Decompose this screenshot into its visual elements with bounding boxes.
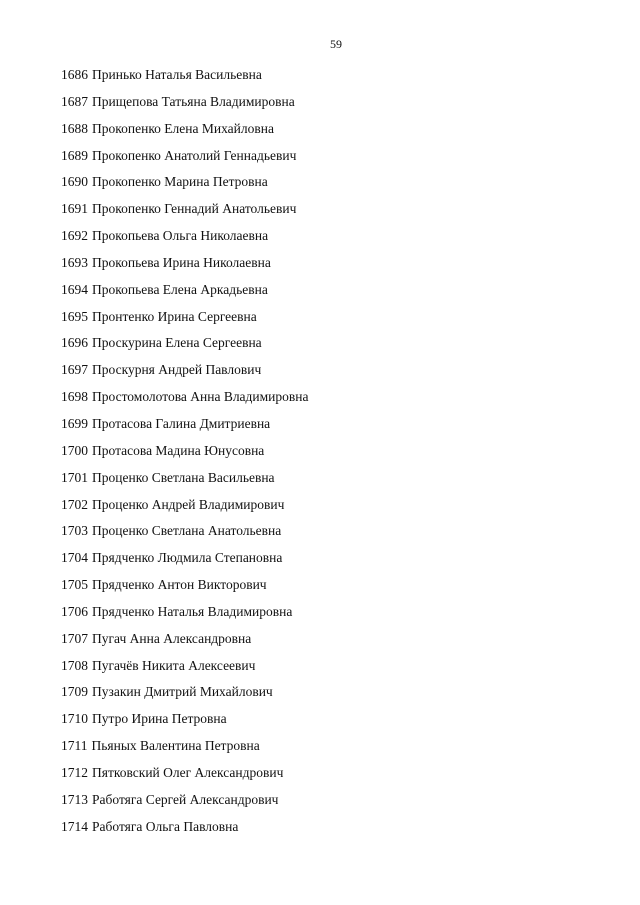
list-item	[61, 361, 309, 388]
list-item	[61, 254, 309, 281]
entry-number: 1699	[61, 415, 88, 431]
entry-name: Пузакин Дмитрий Михайлович	[92, 684, 273, 700]
entry-number: 1687	[61, 93, 88, 109]
list-item	[61, 469, 309, 496]
list-item	[61, 334, 309, 361]
list-item	[61, 442, 309, 469]
entry-number: 1691	[61, 201, 88, 217]
entry-number: 1707	[61, 630, 88, 646]
entry-number: 1710	[61, 711, 88, 727]
entry-name: Прокопенко Геннадий Анатольевич	[92, 201, 297, 217]
entry-name: Пьяных Валентина Петровна	[91, 738, 260, 754]
list-item	[61, 522, 309, 549]
entry-name: Прядченко Наталья Владимировна	[92, 603, 293, 619]
list-item	[61, 388, 309, 415]
entry-number: 1704	[61, 550, 88, 566]
entry-number: 1705	[61, 577, 88, 593]
list-item	[61, 764, 309, 791]
entry-name: Прокопенко Марина Петровна	[92, 174, 268, 190]
entry-number: 1698	[61, 389, 88, 405]
entry-number: 1688	[61, 120, 88, 136]
entry-name: Прокопьева Ольга Николаевна	[92, 228, 269, 244]
list-item	[61, 147, 309, 174]
entry-number: 1692	[61, 228, 88, 244]
entry-name: Проценко Андрей Владимирович	[92, 496, 285, 512]
entry-name: Путро Ирина Петровна	[92, 711, 227, 727]
list-item	[61, 281, 309, 308]
name-list	[61, 66, 309, 844]
entry-name: Пятковский Олег Александрович	[92, 764, 284, 780]
entry-name: Пронтенко Ирина Сергеевна	[92, 308, 257, 324]
entry-number: 1708	[61, 657, 88, 673]
entry-name: Пугач Анна Александровна	[92, 630, 252, 646]
list-item	[61, 227, 309, 254]
entry-number: 1709	[61, 684, 88, 700]
entry-name: Прядченко Антон Викторович	[92, 577, 267, 593]
entry-name: Проскурина Елена Сергеевна	[92, 335, 262, 351]
entry-name: Прокопьева Елена Аркадьевна	[92, 281, 268, 297]
entry-name: Проценко Светлана Васильевна	[92, 469, 275, 485]
page-number: 59	[330, 37, 342, 51]
entry-name: Принько Наталья Васильевна	[92, 67, 262, 82]
list-item	[61, 683, 309, 710]
list-item	[61, 173, 309, 200]
entry-number: 1697	[61, 362, 88, 378]
list-item	[61, 93, 309, 120]
entry-number: 1703	[61, 523, 88, 539]
list-item	[61, 603, 309, 630]
entry-name: Работяга Ольга Павловна	[92, 818, 239, 834]
entry-number: 1702	[61, 496, 88, 512]
entry-number: 1701	[61, 469, 88, 485]
entry-number: 1714	[61, 818, 88, 834]
list-item	[61, 576, 309, 603]
list-item	[61, 737, 309, 764]
entry-number: 1690	[61, 174, 88, 190]
list-item	[61, 200, 309, 227]
entry-name: Протасова Мадина Юнусовна	[92, 442, 265, 458]
entry-name: Проценко Светлана Анатольевна	[92, 523, 282, 539]
entry-number: 1700	[61, 442, 88, 458]
entry-number: 1689	[61, 147, 88, 163]
entry-name: Простомолотова Анна Владимировна	[92, 389, 309, 405]
entry-name: Прокопенко Анатолий Геннадьевич	[92, 147, 297, 163]
list-item	[61, 791, 309, 818]
entry-number: 1695	[61, 308, 88, 324]
entry-number: 1686	[61, 67, 88, 82]
list-item	[61, 657, 309, 684]
list-item	[61, 549, 309, 576]
list-item	[61, 308, 309, 335]
entry-number: 1712	[61, 764, 88, 780]
entry-name: Прядченко Людмила Степановна	[92, 550, 283, 566]
list-item	[61, 710, 309, 737]
entry-number: 1713	[61, 791, 88, 807]
entry-name: Пугачёв Никита Алексеевич	[92, 657, 256, 673]
list-item	[61, 66, 309, 93]
entry-number: 1693	[61, 254, 88, 270]
entry-name: Прокопенко Елена Михайловна	[92, 120, 274, 136]
entry-number: 1694	[61, 281, 88, 297]
list-item	[61, 630, 309, 657]
list-item	[61, 415, 309, 442]
entry-number: 1696	[61, 335, 88, 351]
entry-number: 1711	[61, 738, 88, 754]
entry-name: Проскурня Андрей Павлович	[92, 362, 262, 378]
list-item	[61, 818, 309, 845]
entry-number: 1706	[61, 603, 88, 619]
entry-name: Протасова Галина Дмитриевна	[92, 415, 271, 431]
list-item	[61, 120, 309, 147]
entry-name: Работяга Сергей Александрович	[92, 791, 279, 807]
list-item	[61, 496, 309, 523]
entry-name: Прокопьева Ирина Николаевна	[92, 254, 271, 270]
entry-name: Прищепова Татьяна Владимировна	[92, 93, 295, 109]
